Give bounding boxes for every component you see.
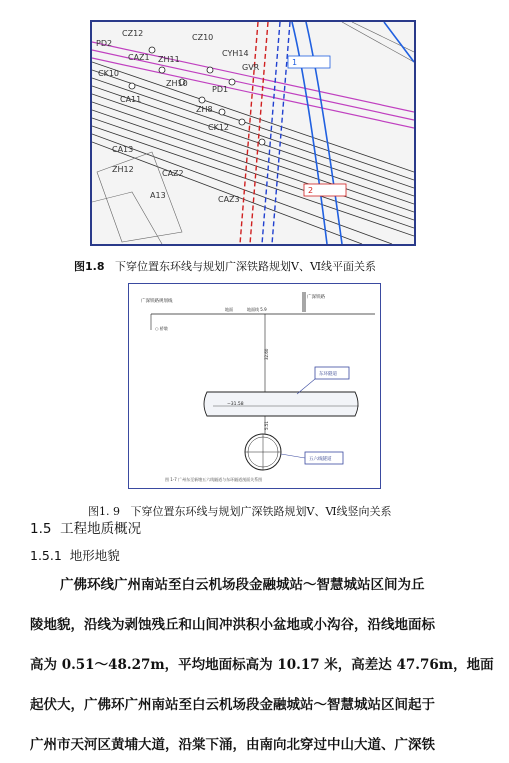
figure-section-view: [128, 283, 381, 489]
paragraph-line: 陵地貌，沿线为剥蚀残丘和山间冲洪积小盆地或小沟谷，沿线地面标: [30, 617, 435, 633]
svg-text:CYH14: CYH14: [222, 49, 249, 58]
svg-text:ZH12: ZH12: [112, 165, 134, 174]
label-gap: 5.51: [264, 421, 269, 430]
label-top-right: 广深铁路: [307, 295, 325, 300]
paragraph-line: 广州市天河区黄埔大道，沿棠下涌，由南向北穿过中山大道、广深铁: [30, 737, 435, 753]
svg-text:1: 1: [292, 58, 298, 67]
svg-text:PD2: PD2: [96, 39, 113, 48]
svg-text:2: 2: [308, 186, 314, 195]
svg-text:CAZ3: CAZ3: [218, 195, 240, 204]
label-elevation: −31.58: [227, 402, 244, 407]
svg-text:CAZ2: CAZ2: [162, 169, 184, 178]
label-pier: ○ 桥墩: [155, 326, 168, 331]
label-tunnel-2: 五六线隧道: [309, 457, 332, 462]
svg-text:A13: A13: [150, 191, 166, 200]
figure-plan-view: [90, 20, 416, 246]
svg-text:ZH8: ZH8: [196, 105, 213, 114]
inner-caption: 图 1-7 广州东至新塘五六线隧道与东环隧道剖面关系图: [165, 477, 263, 482]
svg-text:CZ12: CZ12: [122, 29, 144, 38]
svg-text:CA13: CA13: [112, 145, 134, 154]
label-ground-left: 地面: [225, 307, 233, 312]
label-ground-mid: 地面线 5.9: [247, 307, 267, 312]
paragraph-line: 广佛环线广州南站至白云机场段金融城站～智慧城站区间为丘: [60, 577, 425, 593]
svg-text:CK10: CK10: [98, 69, 120, 78]
section-heading: 1.5 工程地质概况: [30, 521, 142, 537]
paragraph-line: 高为 0.51～48.27m，平均地面标高为 10.17 米，高差达 47.76m，地面: [30, 657, 494, 673]
subsection-heading: 1.5.1 地形地貌: [30, 548, 120, 563]
svg-text:CK12: CK12: [208, 123, 230, 132]
section-drawing: [129, 284, 379, 487]
svg-text:ZH10: ZH10: [166, 79, 188, 88]
label-tunnel-1: 东环隧道: [319, 372, 337, 377]
svg-text:CAZ1: CAZ1: [128, 53, 150, 62]
label-dim-vertical: 32.60: [264, 348, 269, 360]
figure-2-caption: 图1. 9 下穿位置东环线与规划广深铁路规划Ⅴ、Ⅵ线竖向关系: [88, 505, 392, 518]
svg-text:CA11: CA11: [120, 95, 142, 104]
plan-drawing: [92, 22, 414, 244]
svg-text:ZH11: ZH11: [158, 55, 180, 64]
svg-text:PD1: PD1: [212, 85, 229, 94]
svg-text:CZ10: CZ10: [192, 33, 214, 42]
svg-text:GVR: GVR: [242, 63, 260, 72]
paragraph-line: 起伏大，广佛环广州南站至白云机场段金融城站～智慧城站区间起于: [30, 697, 435, 713]
figure-1-caption: 图1.8 下穿位置东环线与规划广深铁路规划Ⅴ、Ⅵ线平面关系: [74, 260, 377, 273]
label-top-left: 广深铁路规划线: [141, 299, 173, 304]
